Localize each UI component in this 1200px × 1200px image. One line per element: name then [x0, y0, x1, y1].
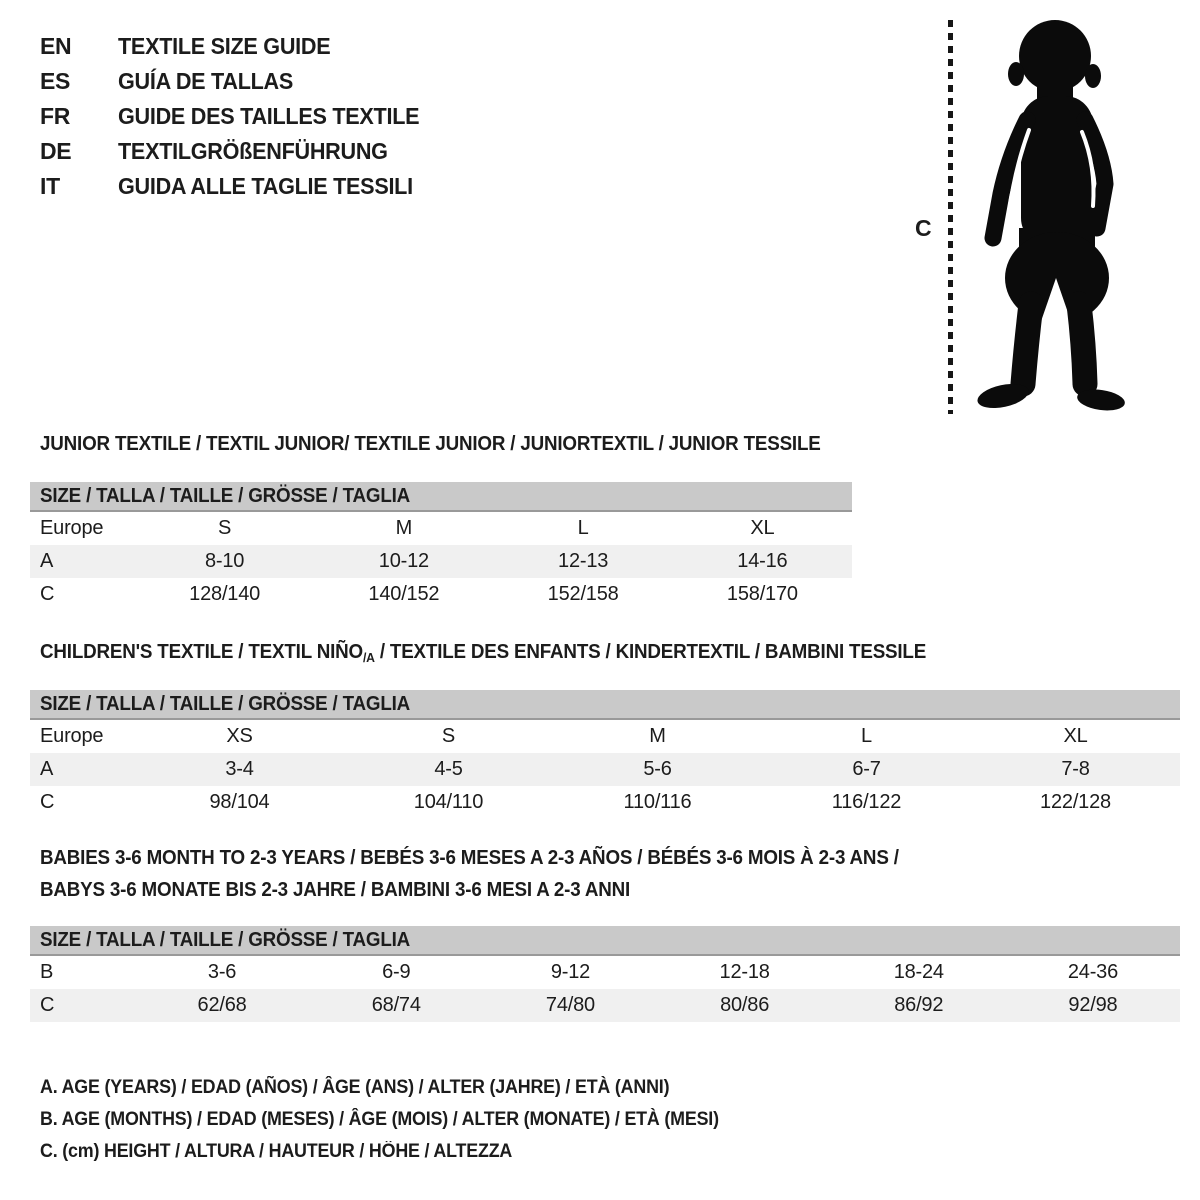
table-cell: 5-6 — [643, 758, 672, 780]
table-cell: 62/68 — [197, 994, 247, 1016]
table-cell: 128/140 — [189, 583, 261, 605]
table-cell: 86/92 — [894, 994, 944, 1016]
table-row-age-years — [30, 545, 852, 578]
table-row-height — [30, 989, 1180, 1022]
table-cell: 140/152 — [368, 583, 440, 605]
language-code: ES — [40, 68, 71, 94]
language-title-block — [40, 29, 439, 204]
table-cell: 24-36 — [1067, 961, 1119, 983]
table-cell: 8-10 — [205, 550, 245, 572]
babies-textile-title — [40, 842, 899, 906]
height-measure-label: C — [915, 215, 932, 241]
language-row-fr — [40, 99, 439, 134]
babies-textile-table — [30, 926, 1180, 1022]
table-cell: 6-7 — [852, 758, 881, 780]
table-cell: 6-9 — [382, 961, 411, 983]
guide-title-en: TEXTILE SIZE GUIDE — [118, 33, 331, 59]
language-row-de — [40, 134, 439, 169]
table-cell: L — [861, 725, 872, 747]
language-code: FR — [40, 103, 71, 129]
table-cell: 9-12 — [550, 961, 591, 983]
babies-title-line2: BABYS 3-6 MONATE BIS 2-3 JAHRE / BAMBINI 3-6 MESI A 2-3 ANNI — [40, 879, 631, 901]
size-header-label: SIZE / TALLA / TAILLE / GRÖSSE / TAGLIA — [40, 692, 411, 715]
language-row-en — [40, 29, 439, 64]
language-code: EN — [40, 33, 72, 59]
junior-textile-table — [30, 482, 852, 611]
toddler-silhouette-icon — [965, 16, 1135, 416]
row-label: B — [40, 961, 54, 983]
guide-title-fr: GUIDE DES TAILLES TEXTILE — [118, 103, 420, 129]
table-row-height — [30, 578, 852, 611]
table-row-europe — [30, 720, 1180, 753]
legend-line-c: C. (cm) HEIGHT / ALTURA / HAUTEUR / HÖHE / ALTEZZA — [40, 1141, 513, 1162]
size-header-bar — [30, 926, 1180, 956]
table-cell: 68/74 — [371, 994, 421, 1016]
table-row-age-months — [30, 956, 1180, 989]
table-row-height — [30, 786, 1180, 819]
table-cell: L — [577, 517, 589, 539]
row-label: Europe — [40, 725, 104, 747]
guide-title-it: GUIDA ALLE TAGLIE TESSILI — [118, 173, 413, 199]
row-label: C — [40, 791, 55, 813]
size-header-bar — [30, 482, 852, 512]
table-cell: 80/86 — [720, 994, 770, 1016]
language-row-it — [40, 169, 439, 204]
table-cell: 7-8 — [1061, 758, 1090, 780]
language-row-es — [40, 64, 439, 99]
row-label: A — [40, 550, 54, 572]
table-cell: 18-24 — [893, 961, 944, 983]
table-cell: XS — [226, 725, 253, 747]
childrens-textile-table — [30, 690, 1180, 819]
table-cell: XL — [750, 517, 775, 539]
row-label: A — [40, 758, 54, 780]
table-cell: 3-6 — [207, 961, 237, 983]
junior-textile-title: JUNIOR TEXTILE / TEXTIL JUNIOR/ TEXTILE JUNIOR / JUNIORTEXTIL / JUNIOR TESSILE — [40, 433, 821, 455]
table-cell: 152/158 — [547, 583, 619, 605]
row-label: Europe — [40, 517, 104, 539]
table-cell: S — [441, 725, 456, 747]
table-cell: 74/80 — [545, 994, 595, 1016]
row-label: C — [40, 583, 55, 605]
table-cell: 110/116 — [623, 791, 692, 813]
table-cell: 158/170 — [726, 583, 798, 605]
row-label: C — [40, 994, 55, 1016]
title-subscript: /A — [362, 650, 375, 665]
table-cell: 10-12 — [378, 550, 429, 572]
table-cell: XL — [1063, 725, 1088, 747]
size-header-label: SIZE / TALLA / TAILLE / GRÖSSE / TAGLIA — [40, 484, 411, 507]
legend-line-a: A. AGE (YEARS) / EDAD (AÑOS) / ÂGE (ANS) / ALTER (JAHRE) / ETÀ (ANNI) — [40, 1077, 670, 1098]
table-cell: M — [395, 517, 413, 539]
table-cell: 14-16 — [737, 550, 788, 572]
table-cell: 122/128 — [1040, 791, 1111, 813]
table-cell: 92/98 — [1068, 994, 1118, 1016]
measurement-legend — [40, 1072, 762, 1168]
table-cell: 3-4 — [225, 758, 254, 780]
table-row-europe — [30, 512, 852, 545]
language-code: DE — [40, 138, 72, 164]
guide-title-de: TEXTILGRÖßENFÜHRUNG — [118, 138, 388, 164]
childrens-textile-title — [40, 641, 926, 665]
table-row-age-years — [30, 753, 1180, 786]
size-header-label: SIZE / TALLA / TAILLE / GRÖSSE / TAGLIA — [40, 928, 411, 951]
table-cell: 98/104 — [209, 791, 270, 813]
table-cell: 4-5 — [434, 758, 463, 780]
title-text: / TEXTILE DES ENFANTS / KINDERTEXTIL / BAMBINI TESSILE — [374, 641, 927, 663]
language-code: IT — [40, 173, 60, 199]
table-cell: 104/110 — [413, 791, 484, 813]
table-cell: 12-13 — [558, 550, 609, 572]
title-text: CHILDREN'S TEXTILE / TEXTIL NIÑO — [40, 641, 363, 663]
size-header-bar — [30, 690, 1180, 720]
babies-title-line1: BABIES 3-6 MONTH TO 2-3 YEARS / BEBÉS 3-6 MESES A 2-3 AÑOS / BÉBÉS 3-6 MOIS À 2-3 ANS / — [40, 847, 899, 869]
legend-line-b: B. AGE (MONTHS) / EDAD (MESES) / ÂGE (MOIS) / ALTER (MONATE) / ETÀ (MESI) — [40, 1109, 719, 1130]
guide-title-es: GUÍA DE TALLAS — [118, 68, 294, 94]
table-cell: 116/122 — [831, 791, 902, 813]
table-cell: M — [649, 725, 666, 747]
height-dashed-line — [948, 20, 953, 414]
table-cell: 12-18 — [719, 961, 770, 983]
table-cell: S — [218, 517, 232, 539]
